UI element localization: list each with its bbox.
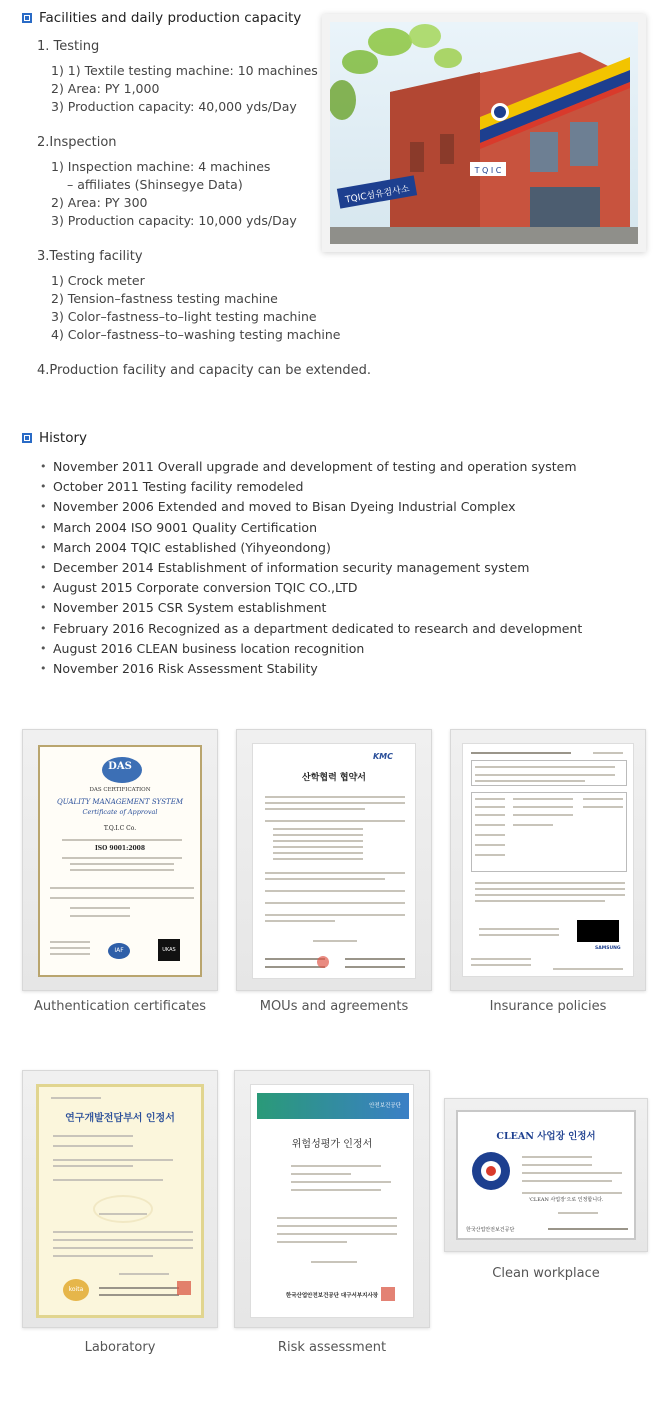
risk-org: 안전보건공단 xyxy=(369,1103,401,1109)
clean-footer: 한국산업안전보건공단 xyxy=(466,1227,515,1233)
building-photo xyxy=(322,14,646,252)
seal-icon xyxy=(317,956,329,968)
history-item: • November 2016 Risk Assessment Stability xyxy=(38,659,582,679)
das-brand: DAS xyxy=(108,761,132,772)
testing-facility-label: 3.Testing facility xyxy=(37,249,143,264)
redacted-block xyxy=(577,920,619,942)
facilities-title: Facilities and daily production capacity xyxy=(39,10,302,26)
inspection-item: 1) Inspection machine: 4 machines xyxy=(51,159,271,174)
inspection-label: 2.Inspection xyxy=(37,135,117,150)
inspection-item: 2) Area: PY 300 xyxy=(51,195,148,210)
card-caption: Risk assessment xyxy=(277,1340,387,1355)
stamp-icon xyxy=(177,1281,191,1295)
ukas-logo: UKAS xyxy=(158,939,180,961)
risk-footer: 한국산업안전보건공단 대구서부지사장 xyxy=(285,1293,379,1299)
koita-seal: koita xyxy=(63,1279,89,1301)
card-caption: Insurance policies xyxy=(489,999,607,1014)
iaf-logo: IAF xyxy=(108,943,130,959)
facility-item: 1) Crock meter xyxy=(51,273,145,288)
card-caption: Authentication certificates xyxy=(34,999,206,1014)
card-insurance[interactable] xyxy=(450,729,646,1033)
facility-item: 4) Color–fastness–to–washing testing machine xyxy=(51,327,341,342)
history-item: • August 2015 Corporate conversion TQIC CO.,LTD xyxy=(38,578,582,598)
clean-title: CLEAN 사업장 인정서 xyxy=(496,1131,596,1142)
risk-title: 위험성평가 인정서 xyxy=(291,1139,373,1150)
laboratory-document xyxy=(36,1084,204,1318)
lab-title: 연구개발전담부서 인정서 xyxy=(65,1113,175,1124)
history-list xyxy=(38,457,582,679)
samsung-logo: SAMSUNG xyxy=(595,946,621,951)
history-item: • December 2014 Establishment of information security management system xyxy=(38,558,582,578)
facility-item: 2) Tension–fastness testing machine xyxy=(51,291,278,306)
mou-title: 산학협력 협약서 xyxy=(302,773,366,783)
building-sign: TQIC섬유검사소 xyxy=(344,184,411,206)
history-heading xyxy=(22,430,87,446)
card-authentication[interactable] xyxy=(22,729,218,1033)
inspection-item: 3) Production capacity: 10,000 yds/Day xyxy=(51,213,297,228)
history-title: History xyxy=(39,430,88,446)
insurance-document xyxy=(462,743,634,977)
door-sign: T Q I C xyxy=(474,166,502,175)
risk-document xyxy=(250,1084,414,1318)
cert-title: QUALITY MANAGEMENT SYSTEM xyxy=(57,798,183,806)
history-item: • October 2011 Testing facility remodeled xyxy=(38,477,582,497)
mou-document xyxy=(252,743,416,979)
history-item: • February 2016 Recognized as a department dedicated to research and development xyxy=(38,619,582,639)
history-item: • March 2004 ISO 9001 Quality Certification xyxy=(38,518,582,538)
extend-note: 4.Production facility and capacity can be extended. xyxy=(37,363,372,378)
facilities-heading xyxy=(22,10,301,26)
kmc-logo: KMC xyxy=(372,752,393,761)
history-item: • November 2006 Extended and moved to Bisan Dyeing Industrial Complex xyxy=(38,497,582,517)
history-item: • March 2004 TQIC established (Yihyeondong) xyxy=(38,538,582,558)
history-item: • November 2015 CSR System establishment xyxy=(38,598,582,618)
cert-header: DAS CERTIFICATION xyxy=(89,787,151,793)
card-clean[interactable] xyxy=(444,1098,648,1308)
testing-item: 1) 1) Textile testing machine: 10 machines xyxy=(51,63,318,78)
cert-company: T.Q.I.C Co. xyxy=(103,825,137,832)
section-bullet-icon xyxy=(22,433,32,443)
card-mous[interactable] xyxy=(236,729,432,1033)
cert-subtitle: Certificate of Approval xyxy=(82,808,158,816)
cert-standard: ISO 9001:2008 xyxy=(94,845,146,852)
clean-emblem-icon xyxy=(472,1152,510,1190)
clean-line: ‘CLEAN 사업장’으로 인정합니다. xyxy=(528,1197,604,1203)
building-illustration xyxy=(330,22,638,244)
section-bullet-icon xyxy=(22,13,32,23)
testing-item: 3) Production capacity: 40,000 yds/Day xyxy=(51,99,297,114)
card-risk[interactable] xyxy=(234,1070,430,1388)
card-caption: Clean workplace xyxy=(492,1266,600,1281)
card-laboratory[interactable] xyxy=(22,1070,218,1388)
testing-label: 1. Testing xyxy=(37,39,100,54)
stamp-icon xyxy=(381,1287,395,1301)
inspection-item: – affiliates (Shinsegye Data) xyxy=(67,177,243,192)
clean-document xyxy=(456,1110,636,1240)
card-caption: Laboratory xyxy=(84,1340,156,1355)
history-item: • November 2011 Overall upgrade and development of testing and operation system xyxy=(38,457,582,477)
history-item: • August 2016 CLEAN business location recognition xyxy=(38,639,582,659)
card-caption: MOUs and agreements xyxy=(259,999,409,1014)
certificate-document xyxy=(38,745,202,977)
facility-item: 3) Color–fastness–to–light testing machine xyxy=(51,309,317,324)
testing-item: 2) Area: PY 1,000 xyxy=(51,81,160,96)
